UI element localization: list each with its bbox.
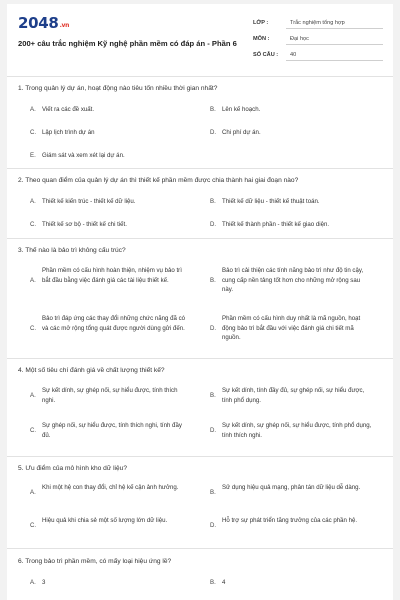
option-letter: C. (30, 129, 37, 136)
option-letter: B. (210, 392, 216, 399)
option-letter: D. (210, 221, 217, 228)
option-text: Thiết kế sơ bộ - thiết kế chi tiết. (42, 221, 127, 228)
meta-value-class: Trắc nghiệm tổng hợp (286, 20, 383, 29)
question-text: 2. Theo quan điểm của quản lý dự án thì thiết kế phần mềm được chia thành hai giai đoạn nào? (18, 177, 299, 184)
divider (7, 548, 393, 549)
option-text: Sự ghép nối, sự hiểu được, tính thích nghi, tính đầy đủ. (42, 422, 182, 439)
question-text: 3. Thế nào là bảo trì không cấu trúc? (18, 247, 126, 254)
option-letter: B. (210, 198, 216, 205)
divider (7, 456, 393, 457)
option-letter: C. (30, 324, 37, 332)
option-letter: A. (30, 579, 36, 586)
option-text: Viết ra các đề xuất. (42, 106, 95, 113)
option-letter: A. (30, 276, 36, 284)
option-text: Hỗ trợ sự phát triển tăng trưởng của các phần hệ. (222, 517, 358, 524)
document-header (7, 4, 393, 74)
meta-value-count: 40 (286, 52, 383, 61)
option-text: Thiết kế thành phần - thiết kế giao diện. (222, 221, 330, 228)
option-text: Giám sát và xem xét lại dự án. (42, 152, 125, 159)
divider (7, 76, 393, 77)
option-text: Lập lịch trình dự án (42, 129, 95, 136)
logo-text: 2048 (18, 14, 59, 32)
option-letter: A. (30, 489, 36, 496)
option-text: Lên kế hoạch. (222, 106, 261, 113)
option-text: Hiệu quả khi chia sẻ một số lượng lớn dữ liệu. (42, 517, 168, 524)
option-letter: B. (210, 579, 216, 586)
meta-key-count: SỐ CÂU : (253, 52, 279, 58)
document-title: 200+ câu trắc nghiệm Kỹ nghệ phần mềm có đáp án - Phần 6 (18, 39, 237, 48)
option-text: Khi một hệ con thay đổi, chỉ hệ kế cận ảnh hưởng. (42, 484, 179, 491)
option-text: Sự kết dính, sự ghép nối, sự hiểu được, tính phổ dụng, tính thích nghi. (222, 422, 372, 439)
option-text: Bảo trì đáp ứng các thay đổi những chức năng đã có và các mở rộng tổng quát được người dùng gửi đến. (42, 315, 186, 332)
option-letter: A. (30, 392, 36, 399)
meta-row-count (253, 49, 383, 65)
option-text: 3 (42, 579, 46, 586)
option-letter: C. (30, 221, 37, 228)
option-text: 4 (222, 579, 226, 586)
site-logo[interactable] (18, 14, 69, 32)
option-text: Chi phí dự án. (222, 129, 261, 136)
document-page (7, 4, 393, 600)
question-text: 4. Một số tiêu chí đánh giá về chất lượng thiết kế? (18, 367, 165, 374)
option-letter: C. (30, 522, 37, 529)
meta-value-subject: Đại học (286, 36, 383, 45)
option-text: Bảo trì cải thiện các tính năng bảo trì như độ tin cậy, cung cấp nền tảng tốt hơn cho những mở rộng sau này. (222, 267, 364, 293)
option-letter: B. (210, 489, 216, 496)
question-text: 5. Ưu điểm của mô hình kho dữ liệu? (18, 465, 128, 472)
question-text: 1. Trong quản lý dự án, hoạt động nào tiêu tốn nhiều thời gian nhất? (18, 85, 218, 92)
logo-suffix: .vn (59, 22, 70, 29)
option-text: Sự kết dính, sự ghép nối, sự hiểu được, tính thích nghi. (42, 387, 178, 404)
meta-row-class (253, 17, 383, 33)
option-letter: A. (30, 198, 36, 205)
option-text: Thiết kế kiến trúc - thiết kế dữ liệu. (42, 198, 136, 205)
option-text: Sự kết dính, tính đầy đủ, sự ghép nối, sự hiểu được, tính phổ dụng. (222, 387, 365, 404)
option-letter: D. (210, 129, 217, 136)
option-letter: B. (210, 106, 216, 113)
option-letter: D. (210, 427, 217, 434)
option-text: Thiết kế dữ liệu - thiết kế thuật toán. (222, 198, 320, 205)
meta-key-class: LỚP : (253, 20, 269, 26)
meta-row-subject (253, 33, 383, 49)
divider (7, 238, 393, 239)
option-text: Phần mềm có cấu hình hoàn thiện, nhiệm vụ bảo trì bắt đầu bằng việc đánh giá các tài liệu thiết kế. (42, 267, 182, 284)
meta-key-subject: MÔN : (253, 36, 270, 42)
option-letter: C. (30, 427, 37, 434)
question-text: 6. Trong bảo trì phần mềm, có mấy loại hiệu ứng lề? (18, 558, 172, 565)
divider (7, 168, 393, 169)
option-letter: E. (30, 152, 36, 159)
option-letter: B. (210, 276, 216, 284)
option-letter: A. (30, 106, 36, 113)
option-letter: D. (210, 324, 217, 332)
meta-box (253, 17, 383, 65)
option-text: Phần mềm có cấu hình duy nhất là mã nguồn, hoạt động bảo trì bắt đầu với việc đánh giá chi tiết mã nguồn. (222, 315, 361, 341)
divider (7, 358, 393, 359)
option-letter: D. (210, 522, 217, 529)
option-text: Sử dụng hiệu quả mạng, phân tán dữ liệu dễ dàng. (222, 484, 361, 491)
